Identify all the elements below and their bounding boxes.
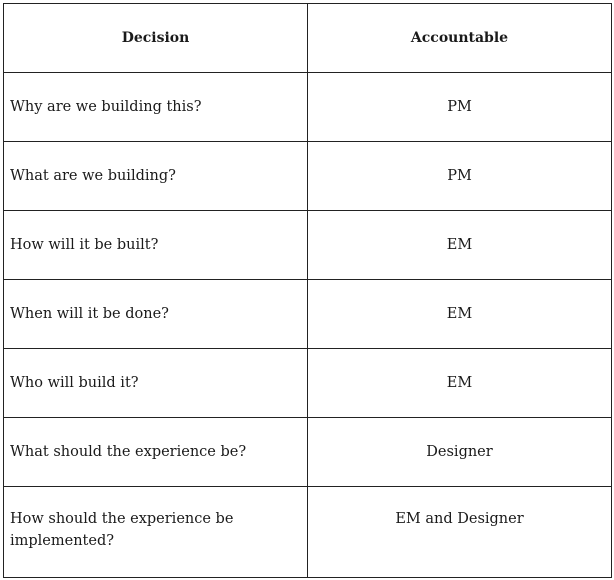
accountable-cell: EM (308, 349, 612, 418)
decision-cell: How should the experience be implemented? (4, 487, 308, 578)
decision-column-header: Decision (4, 4, 308, 73)
table-header-row (4, 4, 612, 73)
accountable-cell: EM (308, 211, 612, 280)
accountable-cell: EM and Designer (308, 487, 612, 578)
decision-cell: What should the experience be? (4, 418, 308, 487)
table-row (4, 487, 612, 578)
decision-cell: What are we building? (4, 142, 308, 211)
table-row (4, 418, 612, 487)
table-row (4, 142, 612, 211)
accountable-cell: EM (308, 280, 612, 349)
decision-cell: How will it be built? (4, 211, 308, 280)
accountable-cell: PM (308, 73, 612, 142)
accountable-column-header: Accountable (308, 4, 612, 73)
decision-cell: When will it be done? (4, 280, 308, 349)
accountable-cell: Designer (308, 418, 612, 487)
accountable-cell: PM (308, 142, 612, 211)
table-row (4, 211, 612, 280)
table-row (4, 73, 612, 142)
decision-accountability-table (3, 3, 612, 578)
table-row (4, 280, 612, 349)
decision-cell: Why are we building this? (4, 73, 308, 142)
decision-cell: Who will build it? (4, 349, 308, 418)
table-row (4, 349, 612, 418)
